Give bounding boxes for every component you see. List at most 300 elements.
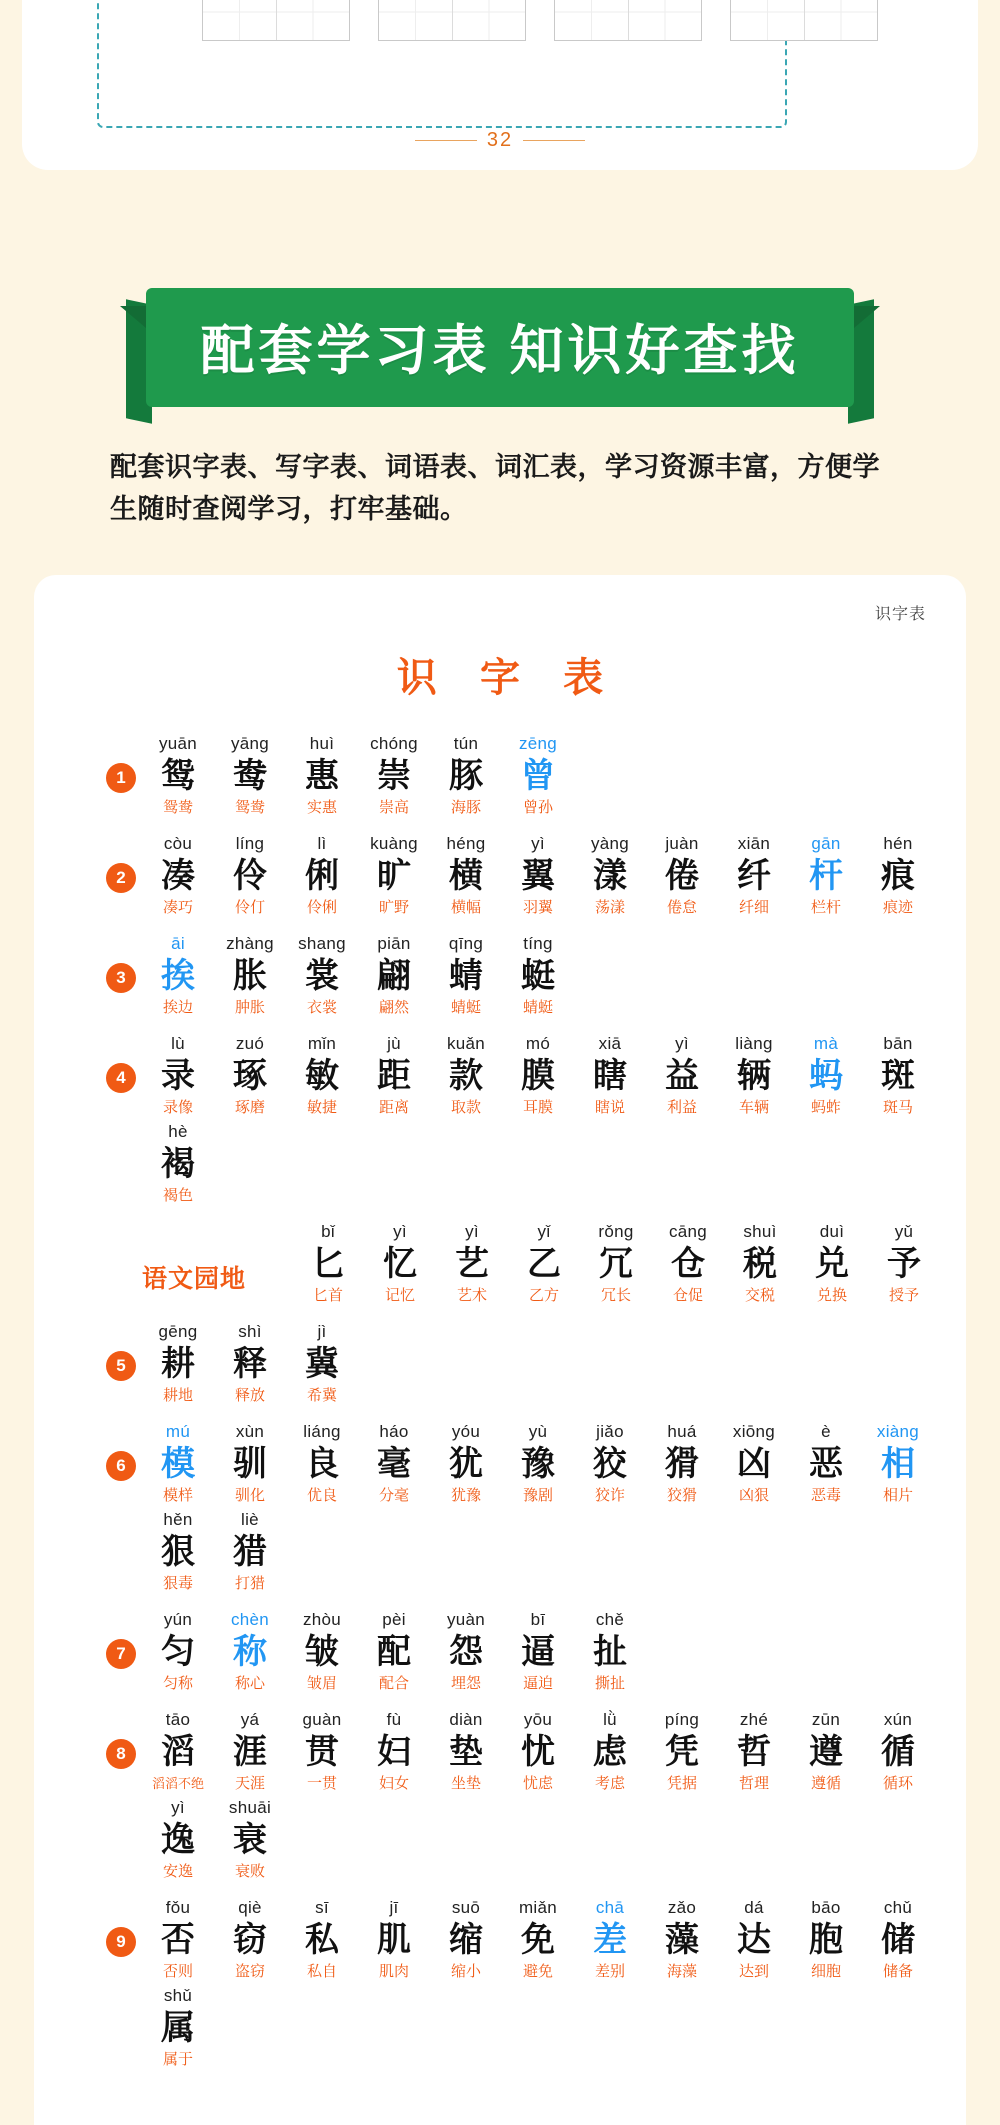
character-entry[interactable]	[430, 1609, 502, 1695]
character-entry[interactable]	[142, 1797, 214, 1883]
character-entry[interactable]	[430, 833, 502, 919]
character-entry[interactable]	[286, 1321, 358, 1407]
character-glyph: 翩	[377, 955, 411, 996]
character-row	[60, 1609, 940, 1697]
character-list-card	[34, 575, 966, 2125]
character-entry[interactable]	[718, 1421, 790, 1507]
character-entry[interactable]	[574, 1709, 646, 1795]
character-entry[interactable]	[286, 1897, 358, 1983]
character-entry[interactable]	[790, 1421, 862, 1507]
writing-grid[interactable]	[378, 0, 526, 41]
character-pinyin: lǜ	[603, 1709, 617, 1729]
character-entry[interactable]	[646, 1033, 718, 1119]
character-glyph: 褐	[161, 1143, 195, 1184]
row-badge-slot	[100, 933, 142, 993]
character-pinyin: yá	[240, 1709, 260, 1729]
character-word: 优良	[306, 1486, 337, 1504]
character-group	[142, 1033, 940, 1209]
character-pinyin: diàn	[449, 1709, 483, 1729]
character-glyph: 鸯	[233, 755, 267, 796]
character-entry[interactable]	[142, 1033, 214, 1119]
character-glyph: 蚂	[809, 1055, 843, 1096]
character-word: 储备	[882, 1962, 913, 1980]
character-glyph: 裳	[305, 955, 339, 996]
character-entry[interactable]	[502, 933, 574, 1019]
character-word: 蚂蚱	[810, 1098, 841, 1116]
character-glyph: 倦	[665, 855, 699, 896]
character-pinyin: jì	[317, 1321, 327, 1341]
character-pinyin: yuān	[158, 733, 198, 753]
character-entry[interactable]	[574, 1609, 646, 1695]
character-entry[interactable]	[430, 1421, 502, 1507]
character-group	[142, 1421, 940, 1597]
character-pinyin: xiàng	[876, 1421, 920, 1441]
character-glyph: 皱	[305, 1631, 339, 1672]
character-entry[interactable]	[724, 1221, 796, 1307]
character-glyph: 伶	[233, 855, 267, 896]
character-entry[interactable]	[214, 733, 286, 819]
character-pinyin: yì	[531, 833, 545, 853]
character-entry[interactable]	[142, 1609, 214, 1695]
character-glyph: 予	[887, 1243, 921, 1284]
character-glyph: 模	[161, 1443, 195, 1484]
lesson-number-badge: 8	[106, 1739, 136, 1769]
character-entry[interactable]	[574, 833, 646, 919]
character-pinyin: píng	[664, 1709, 700, 1729]
character-glyph: 耕	[161, 1343, 195, 1384]
character-entry[interactable]	[862, 1897, 934, 1983]
character-pinyin: gān	[811, 833, 841, 853]
character-entry[interactable]	[862, 1033, 934, 1119]
character-word: 匀称	[162, 1674, 193, 1692]
character-entry[interactable]	[508, 1221, 580, 1307]
character-glyph: 凭	[665, 1731, 699, 1772]
character-word: 斑马	[882, 1098, 913, 1116]
character-glyph: 录	[161, 1055, 195, 1096]
character-pinyin: mǐn	[307, 1033, 337, 1053]
character-word: 狡诈	[594, 1486, 625, 1504]
character-entry[interactable]	[286, 1421, 358, 1507]
character-word: 安逸	[162, 1862, 193, 1880]
character-entry[interactable]	[358, 933, 430, 1019]
section-banner	[0, 288, 1000, 407]
row-badge-slot	[100, 1609, 142, 1669]
character-pinyin: liáng	[303, 1421, 341, 1441]
character-glyph: 兑	[815, 1243, 849, 1284]
character-entry[interactable]	[574, 1421, 646, 1507]
character-word: 海藻	[666, 1962, 697, 1980]
character-pinyin: jù	[387, 1033, 401, 1053]
worksheet-cell-row	[202, 0, 878, 41]
character-word: 琢磨	[234, 1098, 265, 1116]
character-glyph: 豚	[449, 755, 483, 796]
character-pinyin: yāng	[230, 733, 270, 753]
character-entry[interactable]	[214, 1509, 286, 1595]
character-entry[interactable]	[358, 1421, 430, 1507]
lesson-number-badge: 3	[106, 963, 136, 993]
character-entry[interactable]	[646, 1897, 718, 1983]
character-entry[interactable]	[142, 1121, 214, 1207]
character-glyph: 猎	[233, 1531, 267, 1572]
row-badge-slot	[100, 733, 142, 793]
character-entry[interactable]	[862, 1709, 934, 1795]
character-word: 相片	[882, 1486, 913, 1504]
character-word: 伶俐	[306, 898, 337, 916]
character-entry[interactable]	[862, 1421, 934, 1507]
character-entry[interactable]	[214, 933, 286, 1019]
character-pinyin: héng	[446, 833, 486, 853]
character-word: 授予	[888, 1286, 919, 1304]
character-word: 横幅	[450, 898, 481, 916]
character-glyph: 缩	[449, 1919, 483, 1960]
character-pinyin: yōu	[523, 1709, 553, 1729]
character-entry[interactable]	[430, 1709, 502, 1795]
lesson-number-badge: 9	[106, 1927, 136, 1957]
character-entry[interactable]	[502, 1897, 574, 1983]
lesson-number-badge: 5	[106, 1351, 136, 1381]
character-word: 缩小	[450, 1962, 481, 1980]
character-glyph: 税	[743, 1243, 777, 1284]
character-word: 兑换	[816, 1286, 847, 1304]
character-entry[interactable]	[868, 1221, 940, 1307]
character-pinyin: hěn	[163, 1509, 193, 1529]
character-pinyin: xún	[883, 1709, 913, 1729]
character-pinyin: shang	[298, 933, 346, 953]
character-pinyin: mà	[813, 1033, 839, 1053]
character-entry[interactable]	[790, 1897, 862, 1983]
character-word: 衣裳	[306, 998, 337, 1016]
character-word: 痕迹	[882, 898, 913, 916]
character-entry[interactable]	[142, 1897, 214, 1983]
character-pinyin: mú	[165, 1421, 191, 1441]
character-entry[interactable]	[286, 1609, 358, 1695]
row-badge-slot	[100, 1709, 142, 1769]
character-word: 滔滔不绝	[151, 1775, 204, 1791]
character-entry[interactable]	[574, 1033, 646, 1119]
character-pinyin: yún	[163, 1609, 193, 1629]
character-glyph: 循	[881, 1731, 915, 1772]
character-pinyin: duì	[819, 1221, 845, 1241]
character-word: 旷野	[378, 898, 409, 916]
character-word: 匕首	[312, 1286, 343, 1304]
character-word: 瞎说	[594, 1098, 625, 1116]
character-pinyin: háo	[379, 1421, 409, 1441]
character-glyph: 斑	[881, 1055, 915, 1096]
character-word: 纤细	[738, 898, 769, 916]
row-badge-slot	[100, 1421, 142, 1481]
character-pinyin: tíng	[523, 933, 553, 953]
character-glyph: 乙	[527, 1243, 561, 1284]
character-entry[interactable]	[214, 1421, 286, 1507]
character-entry[interactable]	[214, 1033, 286, 1119]
character-entry[interactable]	[142, 1421, 214, 1507]
character-row	[60, 1897, 940, 2073]
character-entry[interactable]	[358, 1609, 430, 1695]
character-entry[interactable]	[358, 1033, 430, 1119]
character-entry[interactable]	[574, 1897, 646, 1983]
character-pinyin: kuàng	[370, 833, 418, 853]
character-word: 天涯	[234, 1774, 265, 1792]
character-glyph: 狡	[593, 1443, 627, 1484]
character-entry[interactable]	[502, 1033, 574, 1119]
character-word: 仓促	[672, 1286, 703, 1304]
character-entry[interactable]	[214, 1709, 286, 1795]
row-badge-slot	[100, 1897, 142, 1957]
card-corner-label: 识字表	[874, 605, 926, 623]
row-badge-slot	[100, 833, 142, 893]
character-glyph: 滔	[161, 1731, 195, 1772]
character-word: 鸳鸯	[234, 798, 265, 816]
character-entry[interactable]	[286, 1709, 358, 1795]
character-entry[interactable]	[796, 1221, 868, 1307]
character-entry[interactable]	[430, 1033, 502, 1119]
character-glyph: 崇	[377, 755, 411, 796]
character-glyph: 称	[233, 1631, 267, 1672]
character-pinyin: piān	[377, 933, 411, 953]
character-word: 肿胀	[234, 998, 265, 1016]
character-pinyin: xiā	[598, 1033, 622, 1053]
character-entry[interactable]	[580, 1221, 652, 1307]
character-pinyin: jiǎo	[596, 1421, 624, 1441]
character-pinyin: qiè	[238, 1897, 262, 1917]
character-pinyin: suō	[451, 1897, 481, 1917]
character-entry[interactable]	[502, 733, 574, 819]
character-word: 细胞	[810, 1962, 841, 1980]
lesson-number-badge: 7	[106, 1639, 136, 1669]
character-entry[interactable]	[718, 1033, 790, 1119]
character-glyph: 猾	[665, 1443, 699, 1484]
character-glyph: 凑	[161, 855, 195, 896]
writing-grid[interactable]	[202, 0, 350, 41]
character-entry[interactable]	[286, 933, 358, 1019]
character-glyph: 犹	[449, 1443, 483, 1484]
character-word: 栏杆	[810, 898, 841, 916]
character-glyph: 怨	[449, 1631, 483, 1672]
character-entry[interactable]	[142, 933, 214, 1019]
character-word: 妇女	[378, 1774, 409, 1792]
row-badge-slot	[100, 1221, 142, 1251]
character-word: 恶毒	[810, 1486, 841, 1504]
character-entry[interactable]	[430, 1897, 502, 1983]
worksheet-cell	[554, 0, 702, 41]
character-word: 配合	[378, 1674, 409, 1692]
character-glyph: 豫	[521, 1443, 555, 1484]
character-entry[interactable]	[358, 1709, 430, 1795]
character-group	[142, 1897, 940, 2073]
character-entry[interactable]	[142, 1709, 214, 1795]
character-entry[interactable]	[286, 1033, 358, 1119]
character-pinyin: hén	[883, 833, 913, 853]
character-glyph: 琢	[233, 1055, 267, 1096]
character-glyph: 驯	[233, 1443, 267, 1484]
character-entry[interactable]	[502, 1709, 574, 1795]
character-group	[292, 1221, 940, 1309]
character-pinyin: xiōng	[732, 1421, 776, 1441]
character-word: 哲理	[738, 1774, 769, 1792]
character-entry[interactable]	[646, 1421, 718, 1507]
character-glyph: 免	[521, 1919, 555, 1960]
character-glyph: 冗	[599, 1243, 633, 1284]
character-entry[interactable]	[790, 833, 862, 919]
rule-left	[415, 140, 477, 141]
character-entry[interactable]	[718, 1709, 790, 1795]
character-word: 狡猾	[666, 1486, 697, 1504]
character-entry[interactable]	[652, 1221, 724, 1307]
character-glyph: 逸	[161, 1819, 195, 1860]
character-entry[interactable]	[286, 733, 358, 819]
character-glyph: 释	[233, 1343, 267, 1384]
character-word: 私自	[306, 1962, 337, 1980]
character-glyph: 毫	[377, 1443, 411, 1484]
writing-grid[interactable]	[554, 0, 702, 41]
character-word: 撕扯	[594, 1674, 625, 1692]
character-pinyin: còu	[163, 833, 193, 853]
character-pinyin: yù	[528, 1421, 548, 1441]
row-badge-slot	[100, 1321, 142, 1381]
character-entry[interactable]	[214, 1897, 286, 1983]
character-word: 褐色	[162, 1186, 193, 1204]
character-pinyin: zūn	[811, 1709, 841, 1729]
character-glyph: 挨	[161, 955, 195, 996]
character-glyph: 胀	[233, 955, 267, 996]
character-entry[interactable]	[502, 833, 574, 919]
character-entry[interactable]	[790, 1709, 862, 1795]
character-entry[interactable]	[214, 833, 286, 919]
character-group	[142, 1709, 940, 1885]
character-word: 曾孙	[522, 798, 553, 816]
character-entry[interactable]	[358, 1897, 430, 1983]
character-entry[interactable]	[214, 1321, 286, 1407]
character-word: 称心	[234, 1674, 265, 1692]
character-glyph: 恶	[809, 1443, 843, 1484]
character-entry[interactable]	[358, 833, 430, 919]
worksheet-cell	[202, 0, 350, 41]
worksheet-card	[22, 0, 978, 170]
character-entry[interactable]	[430, 733, 502, 819]
worksheet-cell	[730, 0, 878, 41]
character-word: 凭据	[666, 1774, 697, 1792]
character-entry[interactable]	[142, 1321, 214, 1407]
character-pinyin: chèn	[230, 1609, 270, 1629]
character-entry[interactable]	[502, 1609, 574, 1695]
character-word: 分毫	[378, 1486, 409, 1504]
character-word: 豫剧	[522, 1486, 553, 1504]
character-entry[interactable]	[718, 1897, 790, 1983]
character-pinyin: shì	[238, 1321, 262, 1341]
banner-outer	[146, 288, 853, 407]
character-pinyin: líng	[235, 833, 265, 853]
character-entry[interactable]	[292, 1221, 364, 1307]
character-entry[interactable]	[790, 1033, 862, 1119]
character-entry[interactable]	[646, 833, 718, 919]
character-glyph: 狠	[161, 1531, 195, 1572]
character-entry[interactable]	[214, 1609, 286, 1695]
character-entry[interactable]	[286, 833, 358, 919]
character-pinyin: yóu	[451, 1421, 481, 1441]
character-row	[60, 1709, 940, 1885]
character-word: 考虑	[594, 1774, 625, 1792]
character-pinyin: chā	[595, 1897, 625, 1917]
character-pinyin: yuàn	[446, 1609, 486, 1629]
character-word: 循环	[882, 1774, 913, 1792]
character-group	[142, 833, 934, 921]
character-entry[interactable]	[430, 933, 502, 1019]
character-pinyin: bāo	[811, 1897, 841, 1917]
character-pinyin: cāng	[668, 1221, 708, 1241]
character-word: 距离	[378, 1098, 409, 1116]
character-entry[interactable]	[142, 833, 214, 919]
character-glyph: 衰	[233, 1819, 267, 1860]
character-entry[interactable]	[142, 733, 214, 819]
rule-right	[523, 140, 585, 141]
writing-grid[interactable]	[730, 0, 878, 41]
character-pinyin: yǔ	[894, 1221, 914, 1241]
character-pinyin: chǔ	[883, 1897, 913, 1917]
character-word: 属于	[162, 2050, 193, 2068]
character-glyph: 良	[305, 1443, 339, 1484]
character-glyph: 配	[377, 1631, 411, 1672]
character-glyph: 蜓	[521, 955, 555, 996]
character-entry[interactable]	[358, 733, 430, 819]
character-glyph: 私	[305, 1919, 339, 1960]
character-entry[interactable]	[364, 1221, 436, 1307]
character-group	[142, 733, 574, 821]
character-pinyin: shuì	[743, 1221, 777, 1241]
character-word: 驯化	[234, 1486, 265, 1504]
character-glyph: 匕	[311, 1243, 345, 1284]
character-word: 衰败	[234, 1862, 265, 1880]
character-glyph: 垫	[449, 1731, 483, 1772]
character-entry[interactable]	[646, 1709, 718, 1795]
character-word: 敏捷	[306, 1098, 337, 1116]
character-entry[interactable]	[436, 1221, 508, 1307]
character-group	[142, 933, 574, 1021]
character-word: 差别	[594, 1962, 625, 1980]
character-word: 艺术	[456, 1286, 487, 1304]
character-pinyin: dá	[744, 1897, 764, 1917]
character-entry[interactable]	[502, 1421, 574, 1507]
character-word: 交税	[744, 1286, 775, 1304]
character-word: 凑巧	[162, 898, 193, 916]
character-glyph: 遵	[809, 1731, 843, 1772]
character-pinyin: bǐ	[321, 1221, 335, 1241]
character-glyph: 敏	[305, 1055, 339, 1096]
character-glyph: 储	[881, 1919, 915, 1960]
character-word: 蜻蜓	[522, 998, 553, 1016]
character-pinyin: rǒng	[598, 1221, 634, 1241]
character-entry[interactable]	[718, 833, 790, 919]
character-entry[interactable]	[214, 1797, 286, 1883]
character-glyph: 冀	[305, 1343, 339, 1384]
character-word: 盗窃	[234, 1962, 265, 1980]
character-pinyin: lù	[171, 1033, 185, 1053]
character-glyph: 差	[593, 1919, 627, 1960]
character-pinyin: zuó	[235, 1033, 265, 1053]
character-pinyin: bī	[530, 1609, 546, 1629]
character-word: 实惠	[306, 798, 337, 816]
character-entry[interactable]	[142, 1985, 214, 2071]
character-word: 蜻蜓	[450, 998, 481, 1016]
character-pinyin: yǐ	[537, 1221, 551, 1241]
character-pinyin: guàn	[302, 1709, 342, 1729]
character-word: 海豚	[450, 798, 481, 816]
character-glyph: 相	[881, 1443, 915, 1484]
character-entry[interactable]	[142, 1509, 214, 1595]
character-word: 遵循	[810, 1774, 841, 1792]
character-glyph: 虑	[593, 1731, 627, 1772]
character-word: 埋怨	[450, 1674, 481, 1692]
character-entry[interactable]	[862, 833, 934, 919]
